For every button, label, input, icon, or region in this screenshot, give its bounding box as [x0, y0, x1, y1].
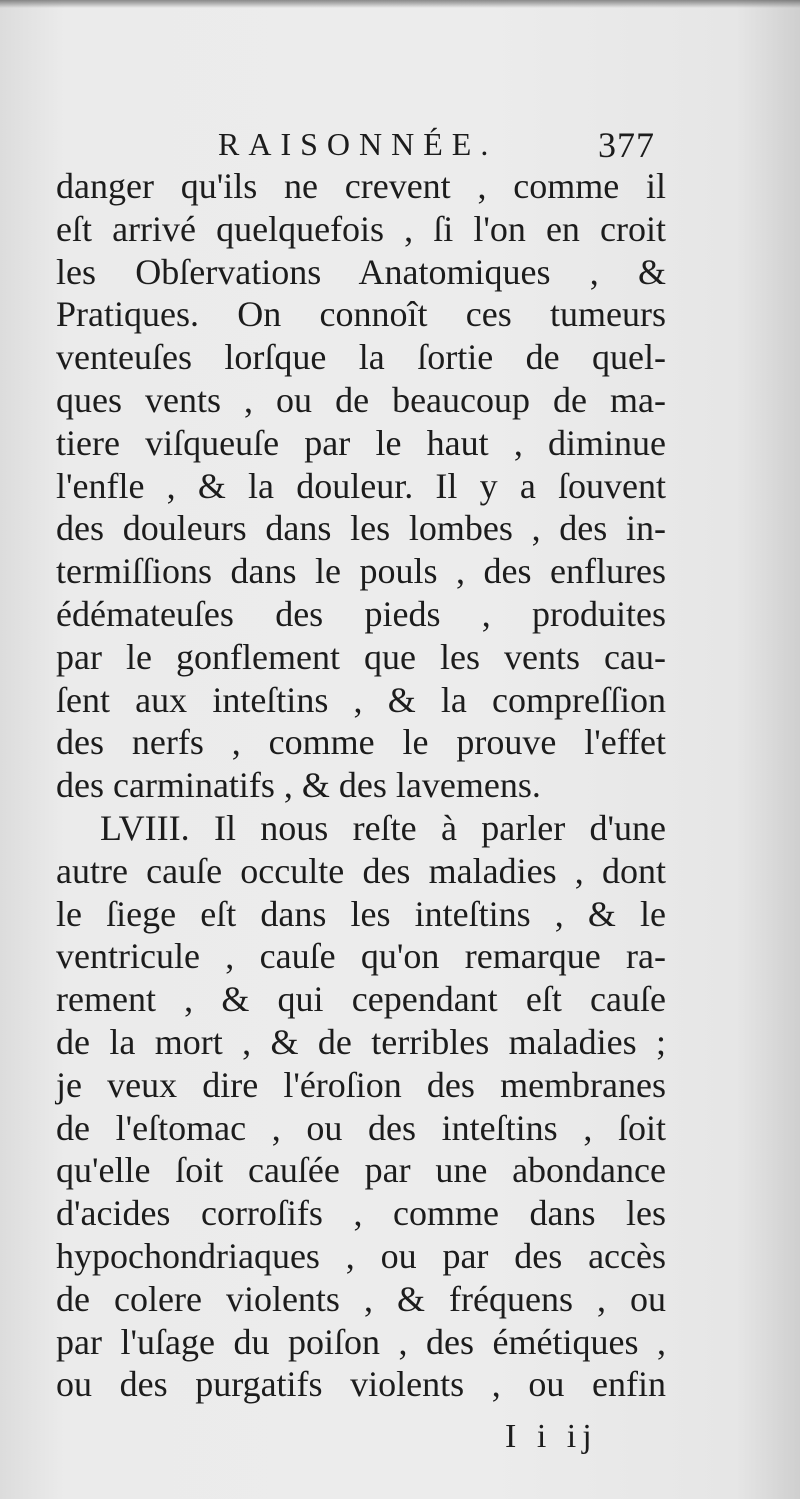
text-line: de l'eſtomac , ou des inteſtins , ſoit: [56, 1107, 666, 1148]
text-line: de colere violents , & fréquens , ou: [56, 1278, 666, 1319]
text-line: hypochondriaques , ou par des accès: [56, 1235, 666, 1276]
text-line: les Obſervations Anatomiques , &: [56, 251, 666, 292]
text-line: par le gonflement que les vents cau-: [56, 636, 666, 677]
text-line: je veux dire l'éroſion des membranes: [56, 1064, 666, 1105]
text-line: Pratiques. On connoît ces tumeurs: [56, 294, 666, 335]
text-line: par l'uſage du poiſon , des émétiques ,: [56, 1321, 666, 1362]
text-line: le ſiege eſt dans les inteſtins , & le: [56, 893, 666, 934]
text-line: ſent aux inteſtins , & la compreſſion: [56, 679, 666, 720]
paragraph-start-line: LVIII. Il nous reſte à parler d'une: [100, 807, 666, 848]
text-line: rement , & qui cependant eſt cauſe: [56, 979, 666, 1020]
text-line: eſt arrivé quelquefois , ſi l'on en croit: [56, 208, 666, 249]
running-title: RAISONNÉE.: [218, 126, 498, 162]
page-number: 377: [598, 125, 655, 165]
text-line: de la mort , & de terribles maladies ;: [56, 1021, 666, 1062]
text-line: danger qu'ils ne crevent , comme il: [56, 166, 666, 206]
text-line: des nerfs , comme le prouve l'effet: [56, 722, 666, 763]
text-line: ventricule , cauſe qu'on remarque ra-: [56, 936, 666, 977]
body-text: [56, 165, 666, 1406]
text-line: ques vents , ou de beaucoup de ma-: [56, 379, 666, 420]
text-line: édémateuſes des pieds , produites: [56, 593, 666, 634]
signature-mark: I i ij: [505, 1418, 598, 1455]
text-line: des douleurs dans les lombes , des in-: [56, 508, 666, 549]
text-line: d'acides corroſifs , comme dans les: [56, 1193, 666, 1234]
text-line: tiere viſqueuſe par le haut , diminue: [56, 422, 666, 463]
text-line: termiſſions dans le pouls , des enflures: [56, 551, 666, 592]
text-line: qu'elle ſoit cauſée par une abondance: [56, 1150, 666, 1191]
text-line: des carminatifs , & des lavemens.: [56, 765, 541, 806]
text-line: ou des purgatifs violents , ou enfin: [56, 1364, 666, 1405]
text-line: venteuſes lorſque la ſortie de quel-: [56, 337, 666, 378]
text-line: l'enfle , & la douleur. Il y a ſouvent: [56, 465, 666, 506]
text-line: autre cauſe occulte des maladies , dont: [56, 850, 666, 891]
